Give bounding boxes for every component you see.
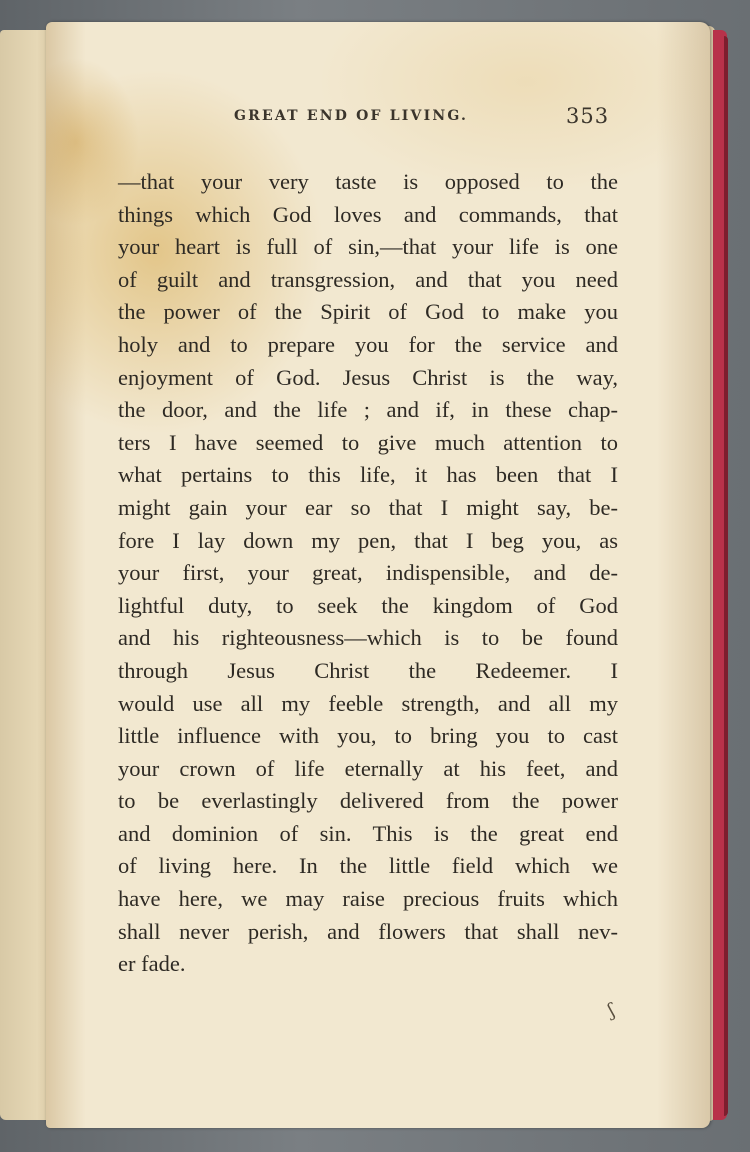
- running-head-title: GREAT END OF LIVING.: [234, 108, 469, 124]
- text-line: your crown of life eternally at his feet, and: [118, 755, 618, 781]
- text-line: your first, your great, indispensible, and de-: [118, 560, 618, 586]
- page-number: 353: [566, 104, 610, 128]
- text-line: —that your very taste is opposed to the: [118, 169, 618, 194]
- text-line: ters I have seemed to give much attention to: [118, 429, 618, 455]
- text-line: the door, and the life ; and if, in these chap-: [118, 397, 618, 423]
- book-page: [46, 22, 710, 1128]
- text-line: holy and to prepare you for the service and: [118, 331, 618, 357]
- text-line: would use all my feeble strength, and all my: [118, 690, 618, 716]
- text-line: shall never perish, and flowers that shall nev-: [118, 918, 618, 944]
- text-line: the power of the Spirit of God to make you: [118, 299, 618, 325]
- text-line: and dominion of sin. This is the great end: [118, 820, 618, 846]
- text-line: er fade.: [118, 951, 186, 977]
- text-line: what pertains to this life, it has been that I: [118, 462, 618, 488]
- text-line: things which God loves and commands, that: [118, 201, 618, 227]
- red-page-edge-shadow: [724, 36, 728, 1116]
- text-line: might gain your ear so that I might say, be-: [118, 494, 618, 520]
- text-line: enjoyment of God. Jesus Christ is the way,: [118, 364, 618, 390]
- text-line: of living here. In the little field which we: [118, 853, 618, 879]
- body-text: [118, 166, 618, 981]
- text-line: lightful duty, to seek the kingdom of God: [118, 592, 618, 618]
- text-line: through Jesus Christ the Redeemer. I: [118, 657, 618, 683]
- text-line: fore I lay down my pen, that I beg you, as: [118, 527, 618, 553]
- text-line: have here, we may raise precious fruits which: [118, 886, 618, 912]
- text-line: your heart is full of sin,—that your life is one: [118, 234, 618, 260]
- ink-mark: ʃ: [605, 999, 618, 1022]
- text-line: to be everlastingly delivered from the power: [118, 788, 618, 814]
- text-line: and his righteousness—which is to be found: [118, 625, 618, 651]
- text-line: of guilt and transgression, and that you need: [118, 266, 618, 292]
- text-line: little influence with you, to bring you to cast: [118, 723, 618, 749]
